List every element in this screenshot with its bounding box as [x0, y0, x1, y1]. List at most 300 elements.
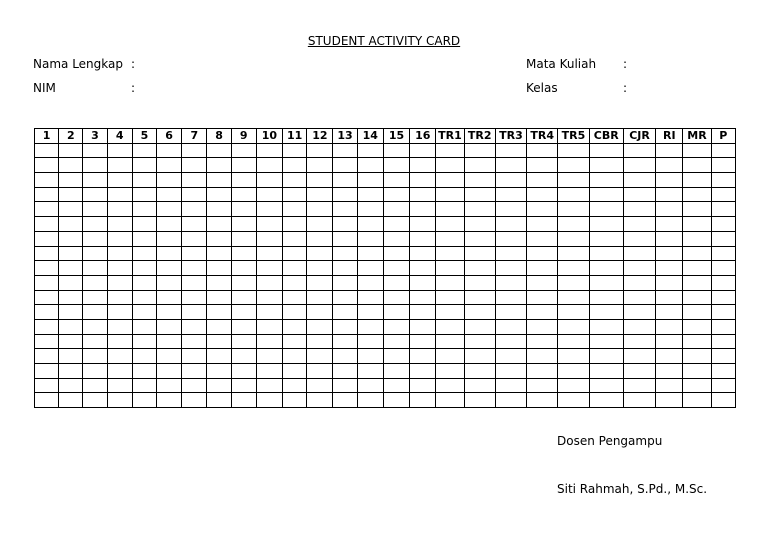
column-header: 6 — [157, 129, 182, 144]
table-row — [35, 290, 736, 305]
table-cell — [207, 305, 231, 320]
table-cell — [283, 319, 307, 334]
table-cell — [623, 305, 655, 320]
table-cell — [495, 158, 526, 173]
table-cell — [283, 334, 307, 349]
table-cell — [558, 246, 589, 261]
table-row — [35, 349, 736, 364]
table-cell — [495, 319, 526, 334]
table-cell — [231, 334, 256, 349]
table-cell — [623, 187, 655, 202]
table-cell — [333, 231, 357, 246]
table-cell — [558, 217, 589, 232]
table-cell — [307, 143, 333, 158]
table-cell — [107, 261, 132, 276]
table-cell — [35, 319, 59, 334]
table-cell — [711, 290, 735, 305]
table-cell — [683, 275, 711, 290]
table-cell — [436, 319, 464, 334]
table-cell — [59, 319, 83, 334]
table-cell — [589, 393, 623, 408]
kelas-label: Kelas — [526, 81, 558, 95]
table-cell — [283, 187, 307, 202]
table-cell — [83, 334, 107, 349]
table-cell — [558, 187, 589, 202]
table-cell — [589, 261, 623, 276]
table-cell — [283, 202, 307, 217]
column-header: 11 — [283, 129, 307, 144]
table-cell — [256, 349, 282, 364]
table-cell — [307, 319, 333, 334]
table-cell — [182, 173, 207, 188]
table-cell — [410, 231, 436, 246]
table-cell — [683, 202, 711, 217]
table-cell — [683, 143, 711, 158]
table-cell — [132, 158, 156, 173]
table-cell — [436, 290, 464, 305]
table-row — [35, 319, 736, 334]
table-cell — [83, 364, 107, 379]
table-cell — [656, 261, 683, 276]
table-cell — [59, 143, 83, 158]
table-cell — [558, 158, 589, 173]
table-cell — [383, 393, 409, 408]
table-cell — [357, 158, 383, 173]
table-cell — [436, 349, 464, 364]
table-cell — [83, 187, 107, 202]
table-cell — [464, 334, 495, 349]
table-cell — [656, 334, 683, 349]
table-cell — [589, 143, 623, 158]
table-cell — [333, 143, 357, 158]
table-cell — [207, 334, 231, 349]
table-cell — [157, 187, 182, 202]
table-cell — [256, 202, 282, 217]
table-cell — [256, 217, 282, 232]
column-header: 3 — [83, 129, 107, 144]
table-cell — [231, 261, 256, 276]
table-cell — [656, 290, 683, 305]
table-cell — [656, 143, 683, 158]
table-cell — [558, 319, 589, 334]
table-cell — [436, 173, 464, 188]
table-cell — [283, 261, 307, 276]
table-cell — [107, 393, 132, 408]
table-cell — [83, 275, 107, 290]
table-cell — [35, 143, 59, 158]
table-cell — [107, 349, 132, 364]
table-cell — [283, 364, 307, 379]
table-cell — [283, 231, 307, 246]
table-cell — [333, 290, 357, 305]
column-header: 5 — [132, 129, 156, 144]
table-cell — [107, 143, 132, 158]
table-cell — [333, 378, 357, 393]
table-cell — [207, 158, 231, 173]
mata-kuliah-label: Mata Kuliah — [526, 57, 597, 71]
table-cell — [623, 334, 655, 349]
table-cell — [35, 187, 59, 202]
table-cell — [623, 231, 655, 246]
table-cell — [207, 290, 231, 305]
table-cell — [207, 349, 231, 364]
table-cell — [283, 290, 307, 305]
signature-name: Siti Rahmah, S.Pd., M.Sc. — [557, 482, 708, 496]
activity-table — [34, 128, 736, 408]
table-cell — [383, 202, 409, 217]
table-cell — [495, 261, 526, 276]
table-cell — [307, 393, 333, 408]
table-cell — [35, 349, 59, 364]
table-cell — [107, 246, 132, 261]
table-cell — [464, 290, 495, 305]
table-cell — [256, 305, 282, 320]
table-cell — [495, 290, 526, 305]
table-cell — [157, 349, 182, 364]
table-cell — [495, 275, 526, 290]
table-header-row — [35, 129, 736, 144]
table-cell — [656, 246, 683, 261]
table-cell — [231, 143, 256, 158]
table-cell — [436, 378, 464, 393]
table-cell — [157, 334, 182, 349]
table-cell — [383, 143, 409, 158]
column-header: CJR — [623, 129, 655, 144]
table-cell — [558, 143, 589, 158]
table-cell — [464, 378, 495, 393]
table-cell — [333, 364, 357, 379]
table-cell — [35, 275, 59, 290]
table-cell — [333, 158, 357, 173]
table-cell — [357, 334, 383, 349]
table-cell — [711, 378, 735, 393]
table-cell — [464, 173, 495, 188]
table-cell — [132, 290, 156, 305]
table-cell — [307, 173, 333, 188]
table-cell — [35, 231, 59, 246]
table-cell — [107, 231, 132, 246]
table-cell — [83, 393, 107, 408]
table-cell — [35, 305, 59, 320]
table-cell — [464, 158, 495, 173]
table-cell — [256, 261, 282, 276]
table-cell — [132, 393, 156, 408]
table-cell — [589, 246, 623, 261]
table-cell — [558, 275, 589, 290]
table-cell — [357, 202, 383, 217]
table-cell — [558, 349, 589, 364]
table-cell — [35, 173, 59, 188]
table-cell — [527, 187, 558, 202]
table-cell — [83, 246, 107, 261]
table-cell — [436, 393, 464, 408]
table-cell — [410, 158, 436, 173]
table-cell — [683, 290, 711, 305]
table-cell — [182, 187, 207, 202]
table-cell — [683, 158, 711, 173]
table-cell — [231, 202, 256, 217]
table-cell — [410, 349, 436, 364]
table-cell — [623, 173, 655, 188]
table-cell — [383, 246, 409, 261]
table-cell — [623, 319, 655, 334]
table-cell — [283, 349, 307, 364]
table-cell — [83, 231, 107, 246]
column-header: 15 — [383, 129, 409, 144]
table-cell — [83, 202, 107, 217]
table-cell — [527, 290, 558, 305]
table-cell — [589, 231, 623, 246]
table-cell — [436, 143, 464, 158]
table-cell — [256, 246, 282, 261]
table-cell — [589, 217, 623, 232]
table-cell — [35, 202, 59, 217]
table-cell — [383, 158, 409, 173]
table-cell — [107, 378, 132, 393]
table-cell — [711, 143, 735, 158]
table-row — [35, 202, 736, 217]
table-row — [35, 187, 736, 202]
table-cell — [383, 305, 409, 320]
table-cell — [383, 261, 409, 276]
table-cell — [59, 349, 83, 364]
table-cell — [495, 349, 526, 364]
table-cell — [683, 378, 711, 393]
table-row — [35, 364, 736, 379]
table-cell — [589, 202, 623, 217]
table-cell — [436, 334, 464, 349]
table-cell — [256, 378, 282, 393]
table-row — [35, 246, 736, 261]
table-cell — [231, 173, 256, 188]
table-cell — [410, 364, 436, 379]
table-cell — [436, 202, 464, 217]
table-row — [35, 158, 736, 173]
table-cell — [256, 364, 282, 379]
table-cell — [231, 217, 256, 232]
column-header: TR5 — [558, 129, 589, 144]
column-header: 13 — [333, 129, 357, 144]
table-cell — [333, 319, 357, 334]
table-cell — [59, 158, 83, 173]
table-cell — [307, 217, 333, 232]
table-cell — [333, 349, 357, 364]
table-cell — [558, 231, 589, 246]
table-cell — [256, 319, 282, 334]
table-cell — [35, 364, 59, 379]
table-cell — [35, 217, 59, 232]
table-cell — [589, 275, 623, 290]
table-cell — [157, 275, 182, 290]
table-cell — [357, 349, 383, 364]
table-row — [35, 261, 736, 276]
table-cell — [357, 364, 383, 379]
table-cell — [207, 261, 231, 276]
table-cell — [436, 364, 464, 379]
table-cell — [623, 217, 655, 232]
table-cell — [683, 305, 711, 320]
column-header: 10 — [256, 129, 282, 144]
table-cell — [59, 261, 83, 276]
table-cell — [107, 217, 132, 232]
table-cell — [464, 217, 495, 232]
table-row — [35, 334, 736, 349]
table-cell — [333, 334, 357, 349]
table-cell — [307, 378, 333, 393]
table-cell — [383, 217, 409, 232]
table-cell — [132, 246, 156, 261]
table-cell — [683, 393, 711, 408]
table-cell — [157, 231, 182, 246]
table-cell — [495, 217, 526, 232]
table-cell — [383, 378, 409, 393]
table-cell — [357, 187, 383, 202]
table-cell — [656, 364, 683, 379]
table-cell — [132, 202, 156, 217]
table-cell — [527, 319, 558, 334]
column-header: TR2 — [464, 129, 495, 144]
table-cell — [207, 246, 231, 261]
column-header: 2 — [59, 129, 83, 144]
table-cell — [383, 319, 409, 334]
table-cell — [307, 202, 333, 217]
table-cell — [182, 290, 207, 305]
table-cell — [59, 364, 83, 379]
table-cell — [256, 173, 282, 188]
table-cell — [436, 246, 464, 261]
table-cell — [333, 246, 357, 261]
table-cell — [107, 158, 132, 173]
table-cell — [333, 305, 357, 320]
table-cell — [558, 364, 589, 379]
table-cell — [495, 202, 526, 217]
table-cell — [495, 173, 526, 188]
table-cell — [410, 290, 436, 305]
table-cell — [383, 187, 409, 202]
card-title: STUDENT ACTIVITY CARD — [307, 34, 461, 48]
table-cell — [711, 217, 735, 232]
table-cell — [436, 217, 464, 232]
table-cell — [333, 202, 357, 217]
table-cell — [59, 334, 83, 349]
table-cell — [357, 173, 383, 188]
table-cell — [207, 393, 231, 408]
table-cell — [527, 275, 558, 290]
table-cell — [107, 202, 132, 217]
table-cell — [656, 187, 683, 202]
table-cell — [283, 378, 307, 393]
table-cell — [83, 290, 107, 305]
table-cell — [83, 143, 107, 158]
table-cell — [107, 173, 132, 188]
table-cell — [182, 217, 207, 232]
column-header: 16 — [410, 129, 436, 144]
table-cell — [464, 246, 495, 261]
table-cell — [410, 187, 436, 202]
table-cell — [157, 173, 182, 188]
table-cell — [35, 334, 59, 349]
table-cell — [495, 246, 526, 261]
column-header: 8 — [207, 129, 231, 144]
table-cell — [207, 275, 231, 290]
table-cell — [656, 158, 683, 173]
column-header: TR3 — [495, 129, 526, 144]
table-cell — [83, 378, 107, 393]
table-cell — [558, 334, 589, 349]
column-header: 12 — [307, 129, 333, 144]
table-cell — [711, 393, 735, 408]
table-cell — [410, 261, 436, 276]
table-cell — [157, 261, 182, 276]
column-header: 1 — [35, 129, 59, 144]
table-cell — [59, 393, 83, 408]
table-cell — [527, 231, 558, 246]
table-cell — [207, 202, 231, 217]
table-row — [35, 305, 736, 320]
table-cell — [83, 319, 107, 334]
table-cell — [623, 202, 655, 217]
table-cell — [495, 143, 526, 158]
table-cell — [333, 173, 357, 188]
table-cell — [307, 334, 333, 349]
table-cell — [231, 275, 256, 290]
table-cell — [182, 364, 207, 379]
table-cell — [132, 173, 156, 188]
table-row — [35, 378, 736, 393]
table-row — [35, 393, 736, 408]
table-cell — [558, 261, 589, 276]
table-cell — [527, 246, 558, 261]
table-cell — [231, 305, 256, 320]
table-cell — [711, 261, 735, 276]
table-cell — [307, 158, 333, 173]
table-cell — [357, 231, 383, 246]
table-cell — [157, 305, 182, 320]
table-cell — [132, 305, 156, 320]
table-cell — [283, 158, 307, 173]
table-cell — [589, 173, 623, 188]
table-cell — [410, 393, 436, 408]
table-cell — [132, 319, 156, 334]
table-cell — [623, 158, 655, 173]
table-cell — [182, 393, 207, 408]
table-cell — [107, 305, 132, 320]
table-cell — [527, 334, 558, 349]
table-cell — [207, 217, 231, 232]
table-cell — [683, 364, 711, 379]
table-cell — [683, 261, 711, 276]
table-cell — [35, 378, 59, 393]
table-cell — [283, 393, 307, 408]
table-cell — [182, 305, 207, 320]
table-cell — [357, 261, 383, 276]
table-cell — [527, 261, 558, 276]
table-cell — [495, 378, 526, 393]
table-cell — [307, 290, 333, 305]
table-cell — [589, 305, 623, 320]
table-cell — [256, 334, 282, 349]
table-cell — [35, 246, 59, 261]
column-header: 7 — [182, 129, 207, 144]
table-cell — [132, 261, 156, 276]
column-header: RI — [656, 129, 683, 144]
table-cell — [464, 202, 495, 217]
table-cell — [683, 217, 711, 232]
table-cell — [464, 231, 495, 246]
table-cell — [333, 393, 357, 408]
kelas-colon: : — [623, 81, 628, 95]
table-cell — [207, 173, 231, 188]
